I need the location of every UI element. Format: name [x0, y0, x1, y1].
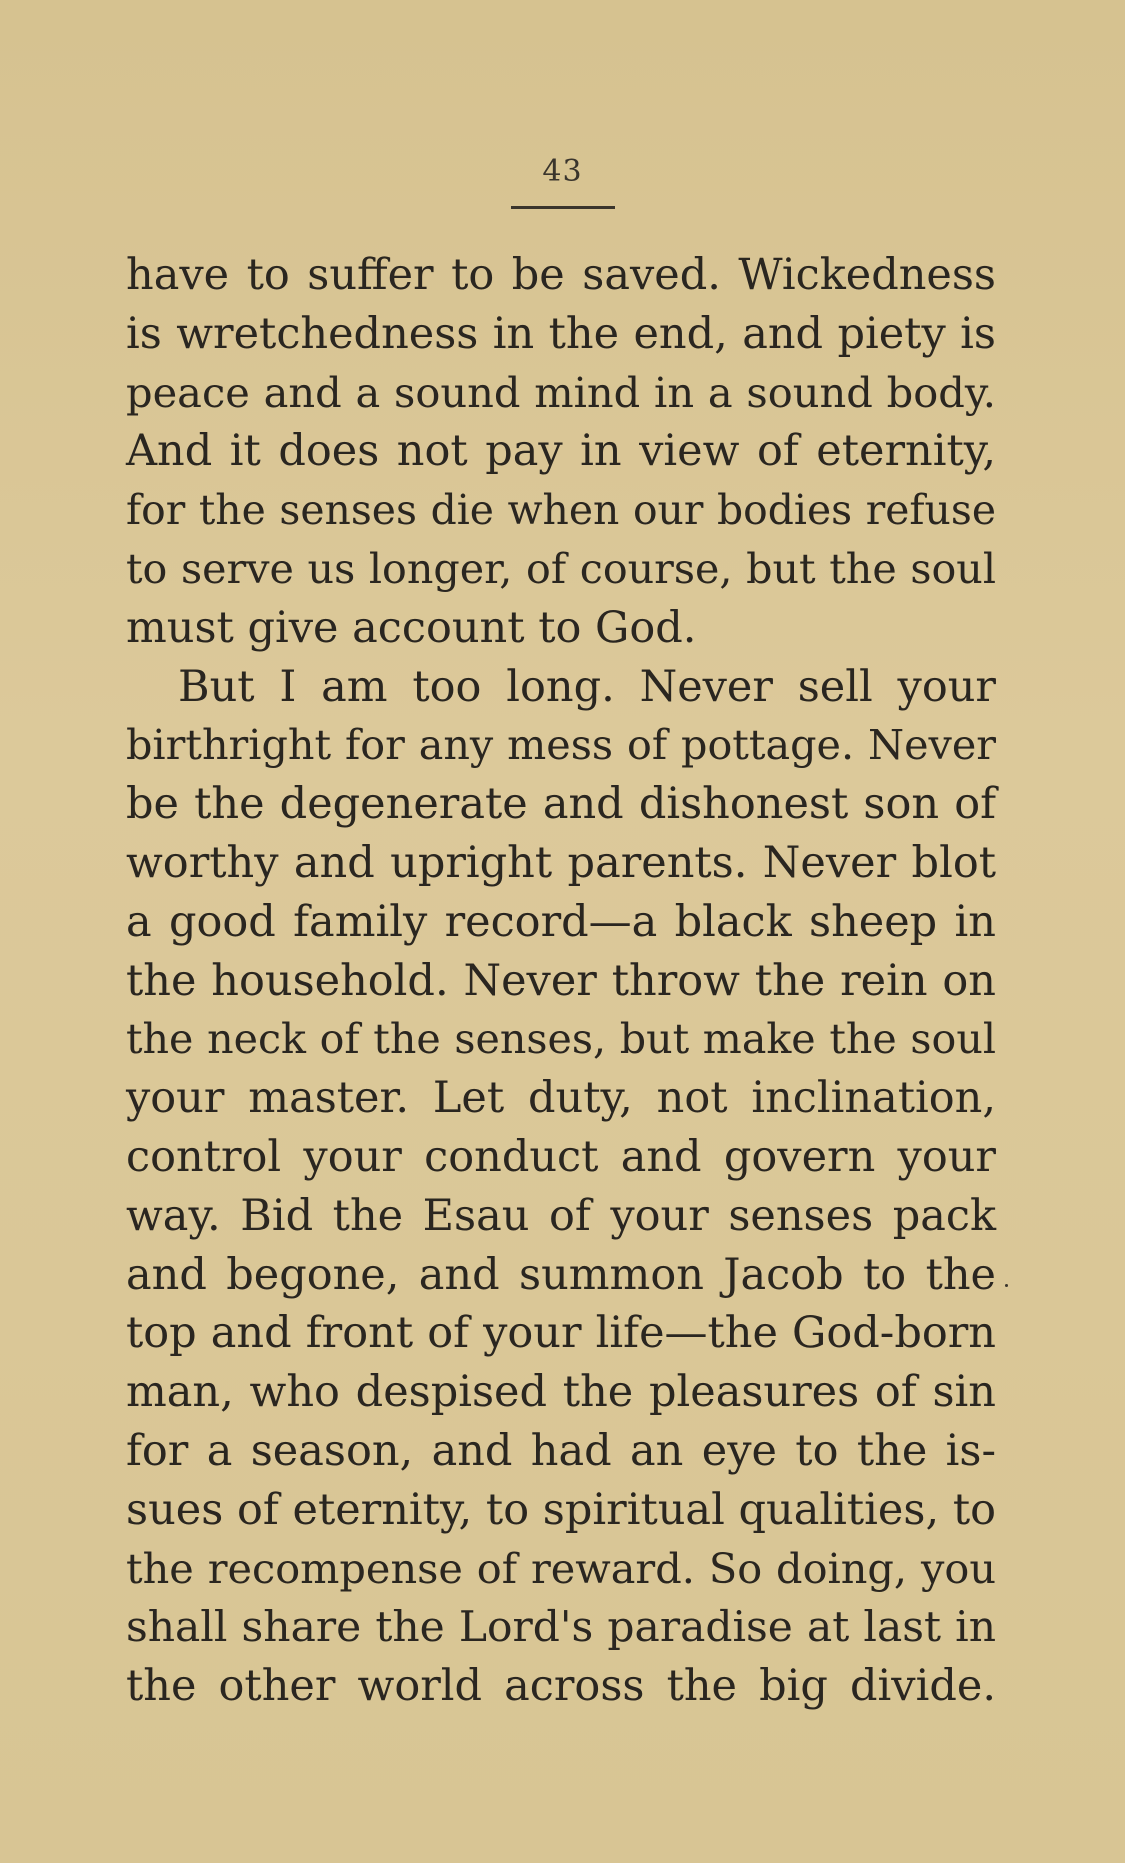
body-text	[126, 246, 996, 1716]
text-line: peace and a sound mind in a sound body.	[126, 367, 996, 417]
text-line: a good family record—a black sheep in	[126, 896, 996, 947]
page-number-rule	[511, 206, 615, 209]
text-line: worthy and upright parents. Never blot	[126, 837, 996, 888]
text-line: the recompense of reward. So doing, you	[126, 1544, 996, 1593]
text-line: must give account to God.	[126, 602, 697, 653]
text-line: control your conduct and govern your	[126, 1131, 996, 1182]
text-line: way. Bid the Esau of your senses pack	[126, 1190, 996, 1241]
text-line: and begone, and summon Jacob to the	[126, 1249, 996, 1300]
ink-speck	[1005, 1284, 1008, 1287]
text-line: man, who despised the pleasures of sin	[126, 1367, 996, 1418]
text-line: is wretchedness in the end, and piety is	[126, 308, 996, 359]
text-line: shall share the Lord's paradise at last in	[126, 1602, 996, 1652]
text-line: sues of eternity, to spiritual qualities, to	[126, 1484, 996, 1535]
paragraph-start-line: But I am too long. Never sell your	[178, 661, 996, 712]
text-line: the other world across the big divide.	[126, 1661, 996, 1712]
text-line: to serve us longer, of course, but the soul	[126, 544, 996, 593]
page-number: 43	[542, 154, 583, 189]
text-line: be the degenerate and dishonest son of	[126, 779, 996, 830]
text-line: have to suffer to be saved. Wickedness	[126, 250, 996, 300]
text-line: top and front of your life—the God-born	[126, 1308, 996, 1359]
text-line: for a season, and had an eye to the is-	[126, 1425, 996, 1476]
text-line: your master. Let duty, not inclination,	[126, 1073, 996, 1124]
text-line: the neck of the senses, but make the soul	[126, 1015, 996, 1064]
text-line: And it does not pay in view of eternity,	[126, 426, 996, 477]
text-line: birthright for any mess of pottage. Never	[126, 721, 996, 770]
text-line: for the senses die when our bodies refuse	[126, 486, 996, 535]
text-line: the household. Never throw the rein on	[126, 955, 996, 1006]
